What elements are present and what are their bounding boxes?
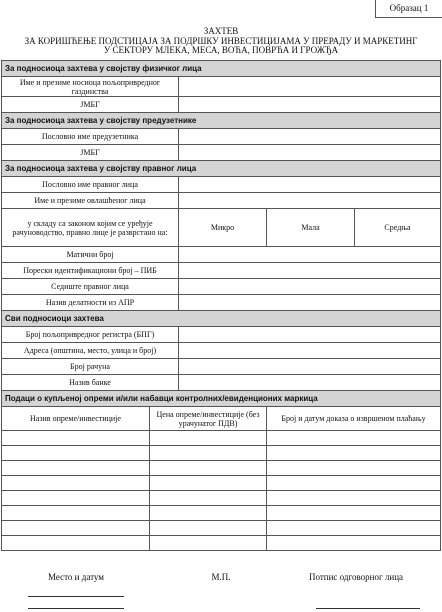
entity-seat-label: Седиште правног лица <box>2 279 179 295</box>
place-date-line-2[interactable] <box>28 608 124 609</box>
account-number-label: Број рачуна <box>2 359 179 375</box>
form-number: Образац 1 <box>375 0 442 18</box>
payment-proof-cell[interactable] <box>267 536 441 551</box>
equipment-name-cell[interactable] <box>2 521 150 536</box>
equipment-price-cell[interactable] <box>150 536 267 551</box>
pib-label: Порески идентификациони број – ПИБ <box>2 263 179 279</box>
equipment-price-cell[interactable] <box>150 476 267 491</box>
section-heading-entrepreneur: За подносиоца захтева у својству предузетнике <box>2 113 441 129</box>
signature-line[interactable] <box>316 608 420 609</box>
equipment-price-cell[interactable] <box>150 491 267 506</box>
bank-name-label: Назив банке <box>2 375 179 391</box>
title-line-2: ЗА КОРИШЋЕЊЕ ПОДСТИЦАЈА ЗА ПОДРШКУ ИНВЕСТИЦИЈАМА У ПРЕРАДУ И МАРКЕТИНГ <box>24 35 418 46</box>
payment-proof-cell[interactable] <box>267 521 441 536</box>
payment-proof-cell[interactable] <box>267 461 441 476</box>
equipment-price-column-header: Цена опреме/инвестиције (без урачунатог ПДВ) <box>150 407 267 431</box>
form-title <box>0 27 442 56</box>
entity-seat-field[interactable] <box>179 279 441 295</box>
equipment-price-cell[interactable] <box>150 506 267 521</box>
legal-entity-name-label: Пословно име правног лица <box>2 177 179 193</box>
equipment-name-cell[interactable] <box>2 461 150 476</box>
authorized-person-field[interactable] <box>179 193 441 209</box>
equipment-price-cell[interactable] <box>150 461 267 476</box>
entrepreneur-name-field[interactable] <box>179 129 441 145</box>
stamp-label: М.П. <box>211 572 231 582</box>
bpg-label: Број пољопривредног регистра (БПГ) <box>2 327 179 343</box>
equipment-name-cell[interactable] <box>2 476 150 491</box>
section-heading-legal-entity: За подносиоца захтева у својству правног лица <box>2 161 441 177</box>
signature-label: Потпис одговорног лица <box>308 572 404 582</box>
payment-proof-cell[interactable] <box>267 476 441 491</box>
title-line-1: ЗАХТЕВ <box>203 26 239 36</box>
payment-proof-cell[interactable] <box>267 491 441 506</box>
title-line-3: У СЕКТОРУ МЛЕКА, МЕСА, ВОЋА, ПОВРЋА И ГРОЖЂА <box>103 45 339 55</box>
equipment-price-cell[interactable] <box>150 446 267 461</box>
bank-name-field[interactable] <box>179 375 441 391</box>
equipment-price-cell[interactable] <box>150 521 267 536</box>
owner-name-label: Име и презиме носиоца пољопривредног газдинства <box>2 77 179 97</box>
entity-size-label: у складу са законом којим се уређује рачуноводство, правно лице је разврстано на: <box>2 209 179 247</box>
address-field[interactable] <box>179 343 441 359</box>
entrepreneur-name-label: Пословно име предузетника <box>2 129 179 145</box>
owner-name-field[interactable] <box>179 77 441 97</box>
equipment-name-cell[interactable] <box>2 431 150 446</box>
payment-proof-cell[interactable] <box>267 446 441 461</box>
size-option-small[interactable]: Мала <box>267 209 355 247</box>
pib-field[interactable] <box>179 263 441 279</box>
equipment-name-cell[interactable] <box>2 491 150 506</box>
registration-number-field[interactable] <box>179 247 441 263</box>
bpg-field[interactable] <box>179 327 441 343</box>
equipment-name-cell[interactable] <box>2 536 150 551</box>
registration-number-label: Матични број <box>2 247 179 263</box>
jmbg-label-entrepreneur: ЈМБГ <box>2 145 179 161</box>
equipment-price-cell[interactable] <box>150 431 267 446</box>
size-option-medium[interactable]: Средња <box>355 209 441 247</box>
application-form-table <box>1 60 441 551</box>
place-date-line-1[interactable] <box>28 596 124 597</box>
apr-activity-field[interactable] <box>179 295 441 311</box>
account-number-field[interactable] <box>179 359 441 375</box>
jmbg-field-individual[interactable] <box>179 97 441 113</box>
authorized-person-label: Име и презиме овлашћеног лица <box>2 193 179 209</box>
equipment-name-cell[interactable] <box>2 446 150 461</box>
section-heading-equipment: Подаци о купљеној опреми и/или набавци контролних/евиденционих маркица <box>2 391 441 407</box>
jmbg-field-entrepreneur[interactable] <box>179 145 441 161</box>
jmbg-label-individual: ЈМБГ <box>2 97 179 113</box>
equipment-name-cell[interactable] <box>2 506 150 521</box>
place-date-label: Место и датум <box>48 572 104 582</box>
section-heading-all-applicants: Сви подносиоци захтева <box>2 311 441 327</box>
payment-proof-cell[interactable] <box>267 506 441 521</box>
payment-proof-column-header: Број и датум доказа о извршеном плаћању <box>267 407 441 431</box>
equipment-name-column-header: Назив опреме/инвестиције <box>2 407 150 431</box>
size-option-micro[interactable]: Микро <box>179 209 267 247</box>
section-heading-individual: За подносиоца захтева у својству физичког лица <box>2 61 441 77</box>
legal-entity-name-field[interactable] <box>179 177 441 193</box>
apr-activity-label: Назив делатности из АПР <box>2 295 179 311</box>
signature-footer <box>0 572 442 612</box>
address-label: Адреса (општина, место, улица и број) <box>2 343 179 359</box>
payment-proof-cell[interactable] <box>267 431 441 446</box>
